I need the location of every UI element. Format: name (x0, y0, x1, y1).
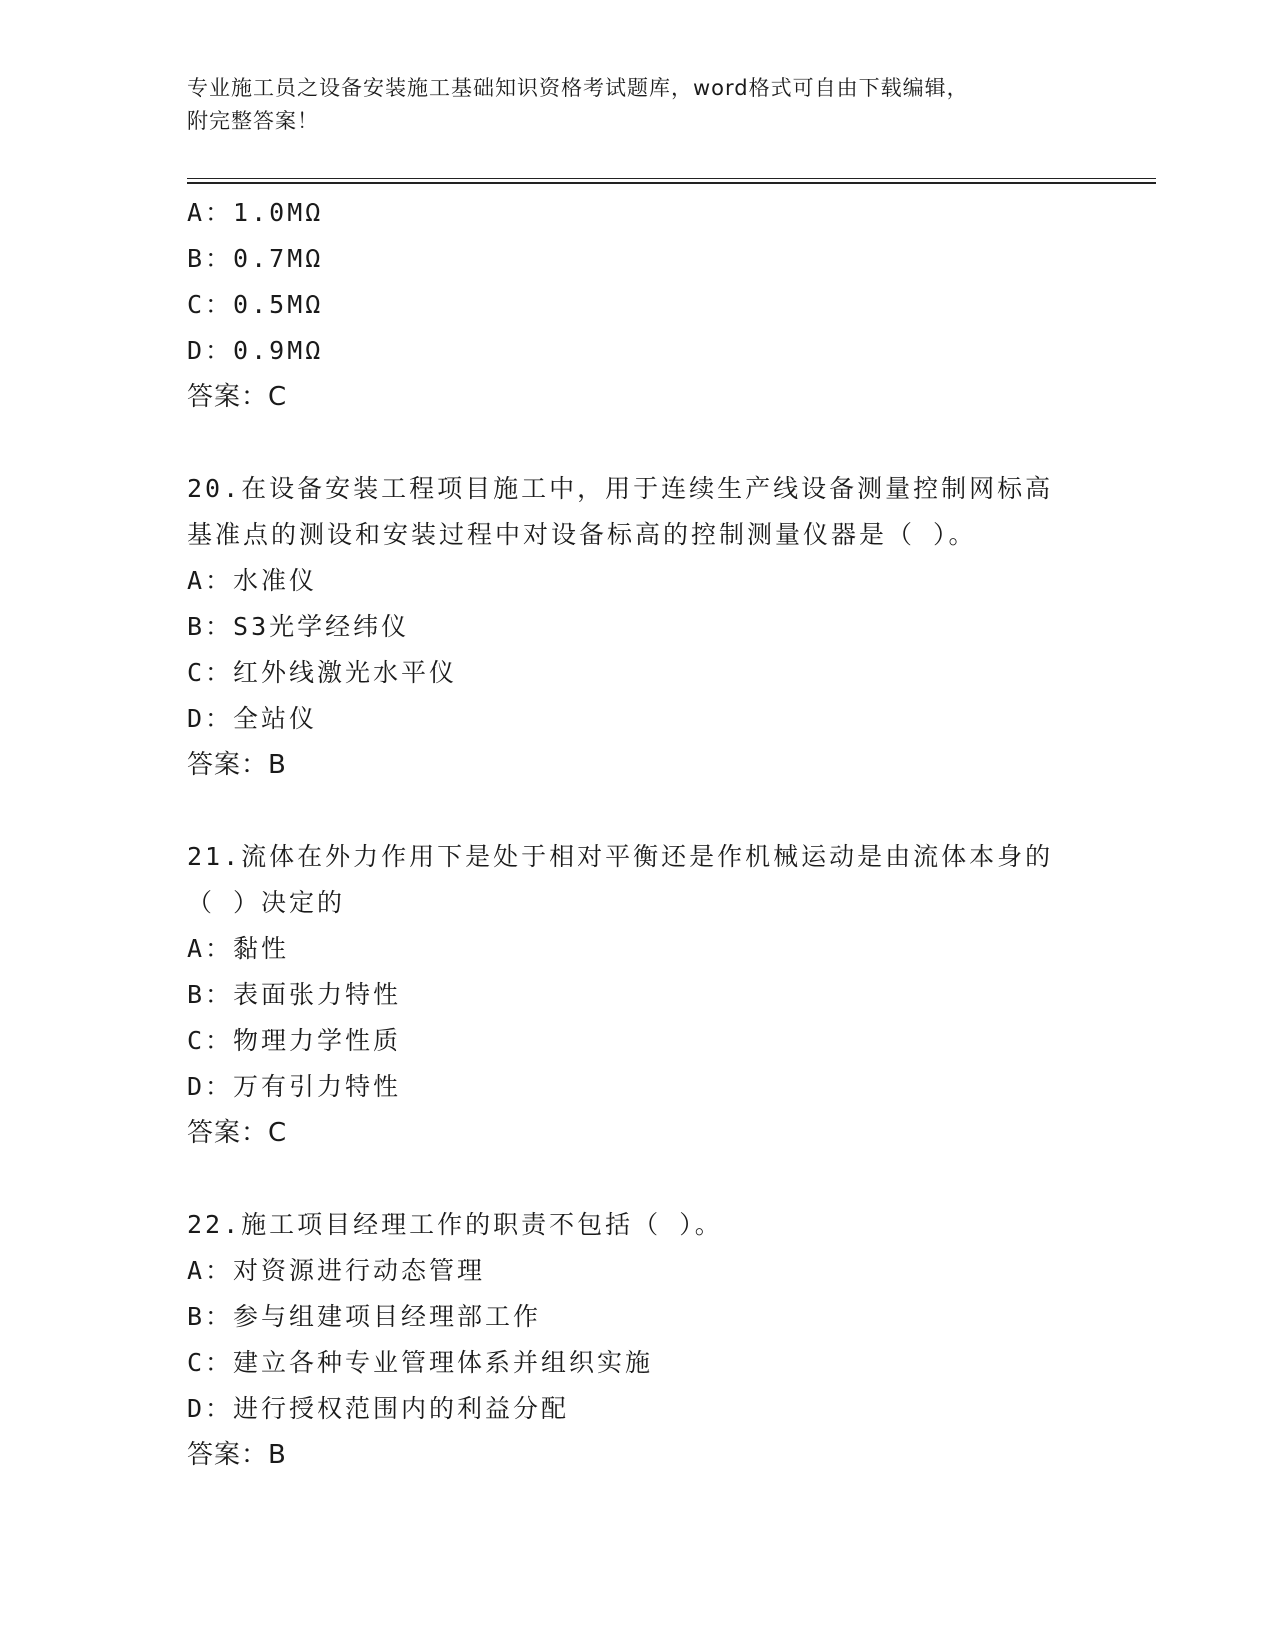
question-block-20 (187, 466, 1147, 788)
answer-label: 答案：C (187, 1118, 288, 1148)
header-divider-thick (187, 182, 1156, 184)
option-a: A：1.0MΩ (187, 198, 324, 227)
option-d: D：进行授权范围内的利益分配 (187, 1394, 570, 1423)
question-text-line: 20.在设备安装工程项目施工中，用于连续生产线设备测量控制网标高 (187, 474, 1054, 503)
option-c: C：建立各种专业管理体系并组织实施 (187, 1348, 654, 1377)
option-a: A：黏性 (187, 934, 290, 963)
question-list (187, 190, 1147, 1478)
question-block-22 (187, 1202, 1147, 1478)
option-b: B：表面张力特性 (187, 980, 402, 1009)
option-c: C：0.5MΩ (187, 290, 324, 319)
option-b: B：S3光学经纬仪 (187, 612, 410, 641)
question-text-line: 基准点的测设和安装过程中对设备标高的控制测量仪器是（ ）。 (187, 520, 977, 549)
question-text-line: 22.施工项目经理工作的职责不包括（ ）。 (187, 1210, 723, 1239)
option-d: D：0.9MΩ (187, 336, 324, 365)
option-d: D：万有引力特性 (187, 1072, 402, 1101)
option-b: B：0.7MΩ (187, 244, 324, 273)
answer-label: 答案：B (187, 1440, 287, 1470)
question-block-21 (187, 834, 1147, 1156)
question-block-prev (187, 190, 1147, 420)
document-header (187, 72, 1087, 138)
option-c: C：红外线激光水平仪 (187, 658, 458, 687)
spacer (187, 1156, 1147, 1202)
question-text-line: （ ）决定的 (187, 888, 346, 917)
header-line-1: 专业施工员之设备安装施工基础知识资格考试题库，word格式可自由下载编辑， (187, 76, 969, 100)
answer-label: 答案：B (187, 750, 287, 780)
header-line-2: 附完整答案！ (187, 109, 319, 133)
question-text-line: 21.流体在外力作用下是处于相对平衡还是作机械运动是由流体本身的 (187, 842, 1054, 871)
spacer (187, 788, 1147, 834)
option-d: D：全站仪 (187, 704, 318, 733)
header-divider-thin (187, 178, 1156, 179)
spacer (187, 420, 1147, 466)
option-b: B：参与组建项目经理部工作 (187, 1302, 542, 1331)
option-a: A：对资源进行动态管理 (187, 1256, 486, 1285)
option-c: C：物理力学性质 (187, 1026, 402, 1055)
answer-label: 答案：C (187, 382, 288, 412)
option-a: A：水准仪 (187, 566, 318, 595)
